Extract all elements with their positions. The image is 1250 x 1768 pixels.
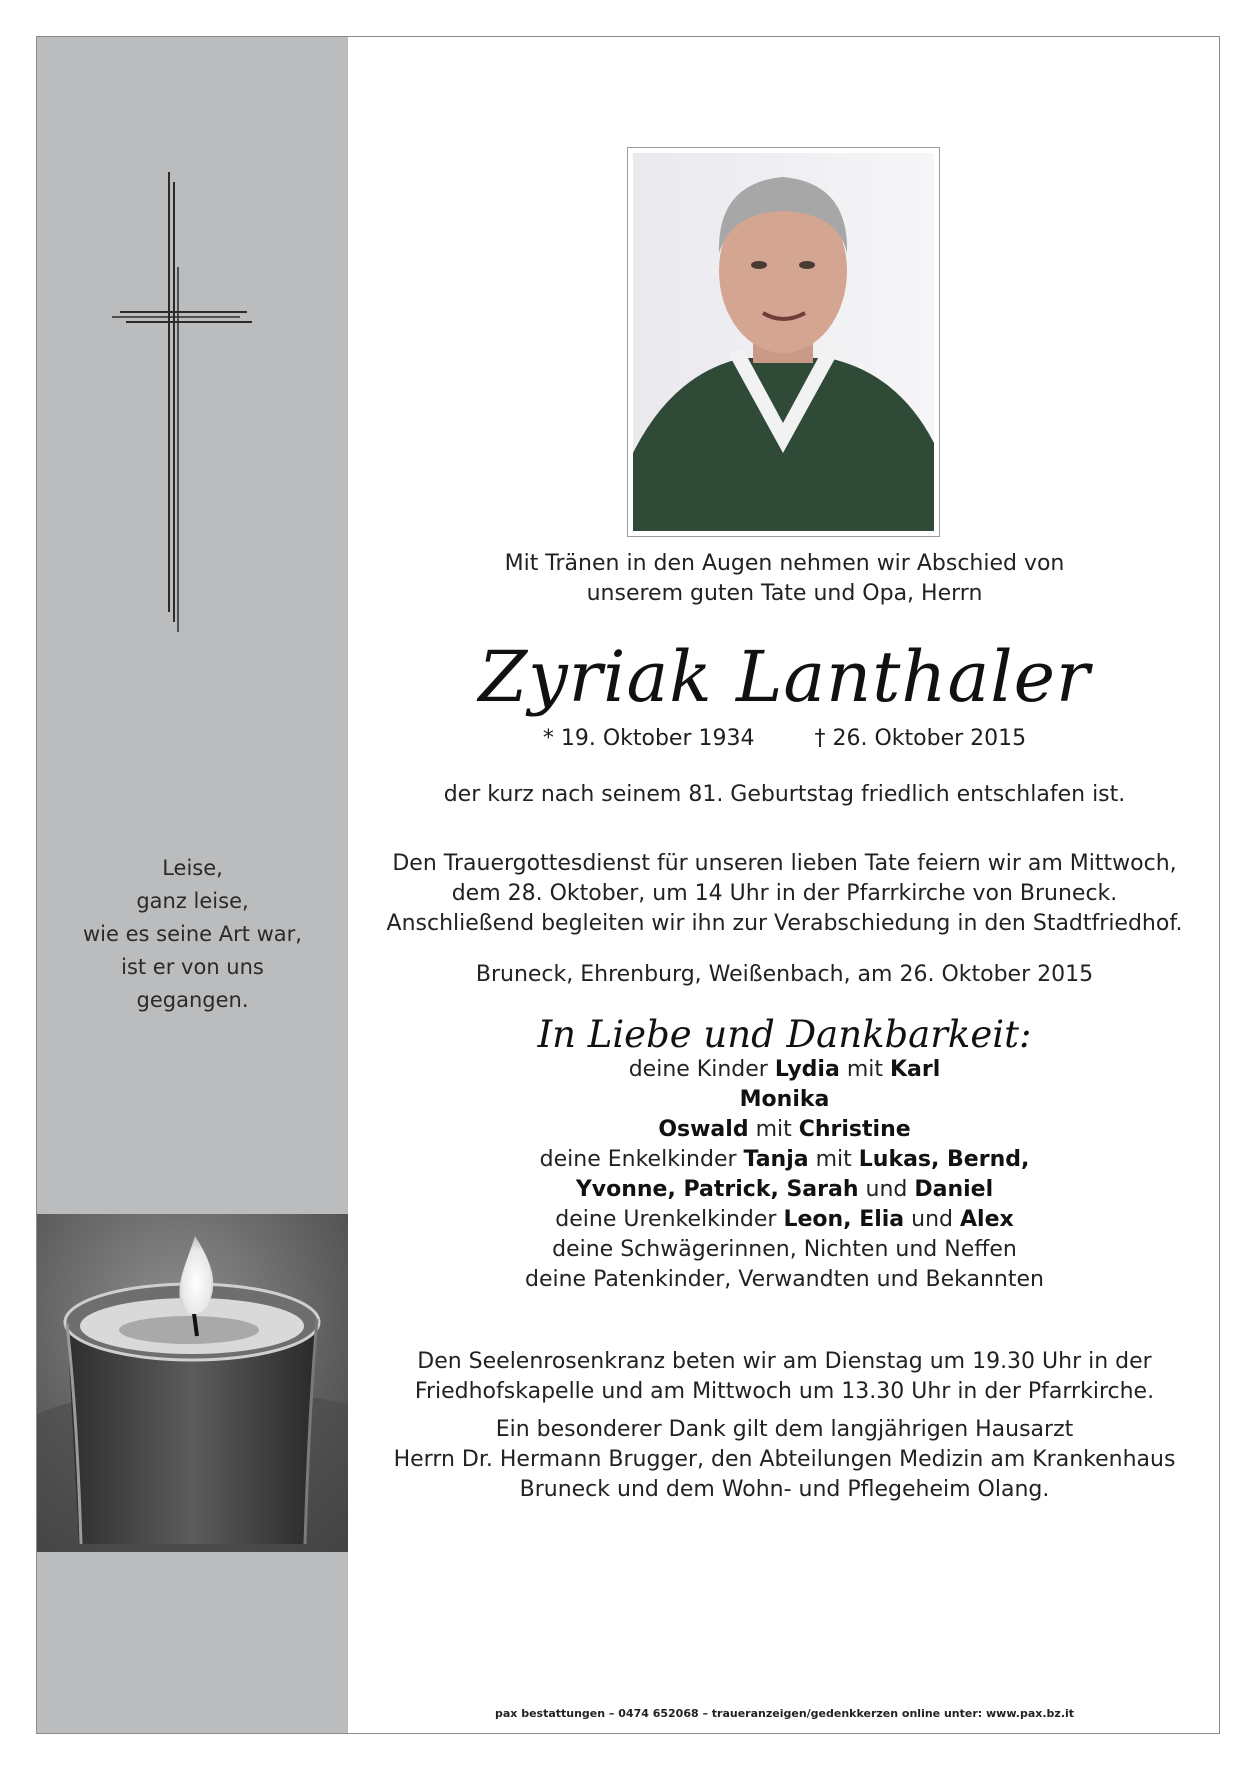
rosary-line: Den Seelenrosenkranz beten wir am Dienstag um 19.30 Uhr in der: [417, 1349, 1152, 1374]
service-line: Anschließend begleiten wir ihn zur Verabschiedung in den Stadtfriedhof.: [386, 911, 1183, 936]
quote-line: Leise,: [162, 856, 223, 880]
quote-line: wie es seine Art war,: [82, 922, 302, 946]
cross-icon: [112, 172, 252, 632]
family-line: Oswald mit Christine: [658, 1117, 911, 1142]
intro-line: unserem guten Tate und Opa, Herrn: [586, 581, 983, 606]
birth-date: * 19. Oktober 1934: [542, 726, 755, 751]
obituary-card: [36, 36, 1220, 1734]
passing-note-text: der kurz nach seinem 81. Geburtstag friedlich entschlafen ist.: [443, 782, 1126, 807]
sidebar: [37, 37, 348, 1733]
family-line: Yvonne, Patrick, Sarah und Daniel: [575, 1177, 994, 1202]
thanks-line: Herrn Dr. Hermann Brugger, den Abteilungen Medizin am Krankenhaus: [393, 1447, 1176, 1472]
death-date: † 26. Oktober 2015: [814, 726, 1027, 751]
family-line: deine Patenkinder, Verwandten und Bekannten: [525, 1267, 1044, 1292]
dedication: In Liebe und Dankbarkeit:: [537, 1013, 1032, 1056]
family-line: deine Schwägerinnen, Nichten und Neffen: [552, 1237, 1017, 1262]
candle-image: [37, 1214, 348, 1552]
thanks-line: Bruneck und dem Wohn- und Pflegeheim Olang.: [519, 1477, 1050, 1502]
life-dates: [348, 724, 1221, 754]
rosary-note: [348, 1347, 1221, 1407]
funeral-service: [348, 849, 1221, 939]
deceased-name: Zyriak Lanthaler: [478, 636, 1091, 718]
rosary-line: Friedhofskapelle und am Mittwoch um 13.30 Uhr in der Pfarrkirche.: [414, 1379, 1155, 1404]
place-date: [348, 960, 1221, 990]
intro-line: Mit Tränen in den Augen nehmen wir Abschied von: [504, 551, 1065, 576]
family-line: Monika: [739, 1087, 830, 1112]
quote: [37, 852, 348, 1017]
quote-line: ganz leise,: [136, 889, 249, 913]
thanks-line: Ein besonderer Dank gilt dem langjährigen Hausarzt: [495, 1417, 1074, 1442]
thanks-note: [348, 1415, 1221, 1505]
family-line: deine Enkelkinder Tanja mit Lukas, Bernd,: [539, 1147, 1030, 1172]
family-list: [348, 1055, 1221, 1295]
place-date-text: Bruneck, Ehrenburg, Weißenbach, am 26. Oktober 2015: [475, 962, 1094, 987]
intro: [348, 549, 1221, 609]
passing-note: [348, 780, 1221, 810]
footer: pax bestattungen – 0474 652068 – traueranzeigen/gedenkkerzen online unter: www.pax.bz.it: [494, 1707, 1075, 1720]
portrait-photo: [633, 153, 934, 531]
family-line: deine Urenkelkinder Leon, Elia und Alex: [555, 1207, 1014, 1232]
quote-line: gegangen.: [136, 988, 249, 1012]
service-line: Den Trauergottesdienst für unseren lieben Tate feiern wir am Mittwoch,: [392, 851, 1177, 876]
service-line: dem 28. Oktober, um 14 Uhr in der Pfarrkirche von Bruneck.: [451, 881, 1118, 906]
portrait-frame: [627, 147, 940, 537]
quote-line: ist er von uns: [121, 955, 264, 979]
family-line: deine Kinder Lydia mit Karl: [628, 1057, 941, 1082]
